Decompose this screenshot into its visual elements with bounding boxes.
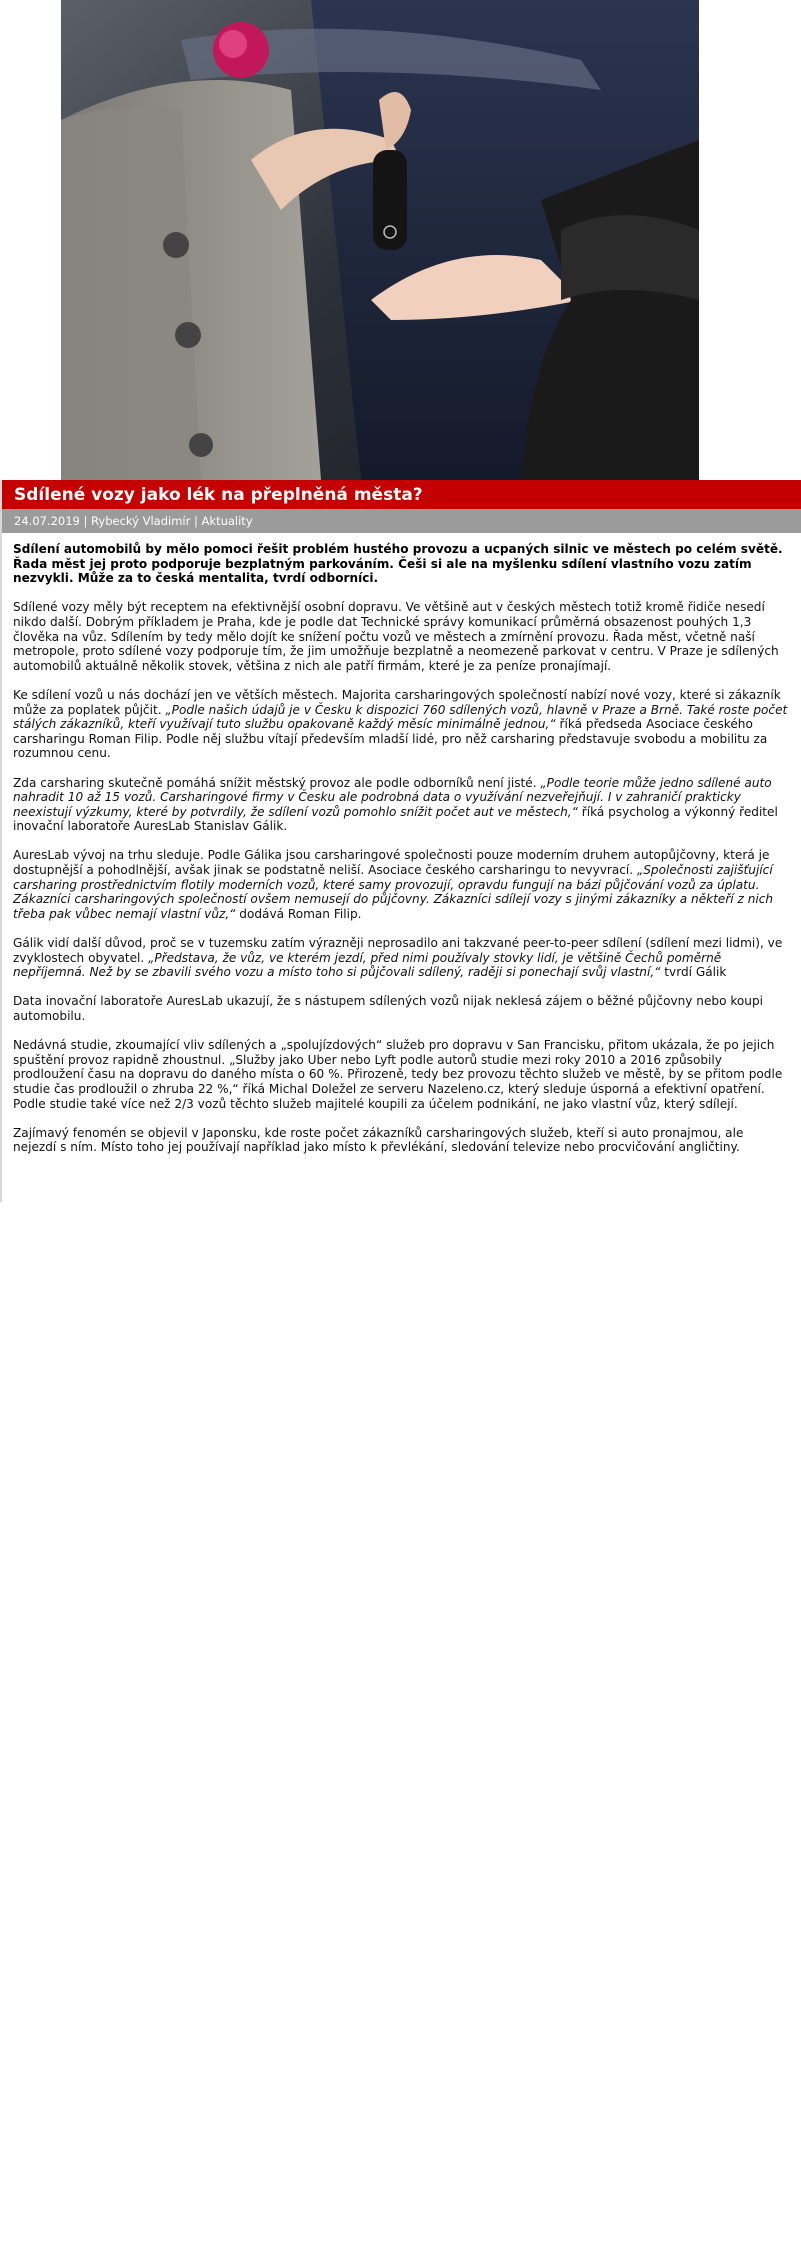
article-paragraphs xyxy=(13,600,789,1155)
paragraph-text: Zajímavý fenomén se objevil v Japonsku, kde roste počet zákazníků carsharingových služeb, kteří si auto pronajmou, ale nejezdí s ním. Místo toho jej používají například jako místo k převlékání, sledování televize nebo procvičování angličtiny. xyxy=(13,1125,744,1155)
paragraph-text: AuresLab vývoj na trhu sleduje. Podle Gálika jsou carsharingové společnosti pouze moderním druhem autopůjčovny, která je dostupnější a pohodlnější, avšak jinak se podstatně neliší. Asociace českého carsharingu to nevyvrací. xyxy=(13,848,770,878)
meta-separator: | xyxy=(79,514,92,528)
paragraph-text: tvrdí Gálik xyxy=(660,965,727,980)
article-lead: Sdílení automobilů by mělo pomoci řešit problém hustého provozu a ucpaných silnic ve městech po celém světě. Řada měst jej proto podporuje bezplatným parkováním. Češi si ale na myšlenku sdílení vlastního vozu zatím nezvykli. Může za to česká mentalita, tvrdí odborníci. xyxy=(13,542,783,586)
article-date: 24.07.2019 xyxy=(14,514,80,528)
article-paragraph xyxy=(13,848,789,921)
quote-text: „Podle našich údajů je v Česku k dispozici 760 sdílených vozů, hlavně v Praze a Brně. Také roste počet stálých zákazníků, kteří využívají tuto službu opakovaně každý měsíc minimálně jednou,“ xyxy=(13,702,788,732)
paragraph-text: říká předseda Asociace českého carsharingu Roman Filip. Podle něj službu vítají především mladší lidé, pro něž carsharing představuje svobodu a mobilitu za rozumnou cenu. xyxy=(13,717,768,761)
quote-text: „Představa, že vůz, ve kterém jezdí, před nimi používaly stovky lidí, je většině Čechů poměrně nepříjemná. Než by se zbavili svého vozu a místo toho si půjčovali sdílený, raději si ponechají svůj vlastní,“ xyxy=(13,950,722,980)
quote-text: „Podle teorie může jedno sdílené auto nahradit 10 až 15 vozů. Carsharingové firmy v Česku ale podrobná data o využívání nezveřejňují. I v zahraničí prakticky neexistují výzkumy, které by potvrdily, že sdílení vozů pomohlo snížit počet aut ve městech,“ xyxy=(13,775,772,819)
paragraph-text: říká psycholog a výkonný ředitel inovační laboratoře AuresLab Stanislav Gálik. xyxy=(13,804,778,834)
paragraph-text: Gálik vidí další důvod, proč se v tuzemsku zatím výrazněji neprosadilo ani takzvané peer-to-peer sdílení (sdílení mezi lidmi), ve zvyklostech obyvatel. xyxy=(13,936,783,965)
paragraph-text: Zda carsharing skutečně pomáhá snížit městský provoz ale podle odborníků není jisté. xyxy=(13,775,541,790)
article-title-bar xyxy=(2,480,801,509)
left-border-rule xyxy=(0,480,2,1202)
author-link[interactable]: Rybecký Vladimír xyxy=(91,514,191,528)
article-paragraph xyxy=(13,688,789,761)
quote-text: „Společnosti zajišťující carsharing prostřednictvím flotily moderních vozů, které samy provozují, opravdu fungují na bázi půjčování vozů za úplatu. Zákazníci carsharingových společností ovšem nemusejí do půjčovny. Zákazníci sdílejí vozy s jinými zákazníky a někteří z nich třeba pak vůbec nemají vlastní vůz,“ xyxy=(13,863,774,921)
article-paragraph xyxy=(13,994,789,1023)
paragraph-text: Sdílené vozy měly být receptem na efektivnější osobní dopravu. Ve většině aut v českých městech totiž kromě řidiče nesedí nikdo další. Dobrým příkladem je Praha, kde je podle dat Technické správy komunikací průměrná obsazenost pouhých 1,3 člověka na vůz. Sdílením by tedy mělo dojít ke snížení počtu vozů ve městech a zmírnění provozu. Řada měst, včetně naší metropole, proto sdílené vozy podporuje tím, že jim umožňuje bezplatně a neomezeně parkovat v centru. V Praze je sdílených automobilů aktuálně několik stovek, většina z nich ale patří firmám, které je za peníze pronajímají. xyxy=(13,600,779,673)
paragraph-text: Ke sdílení vozů u nás dochází jen ve větších městech. Majorita carsharingových společností nabízí nové vozy, které si zákazník může za poplatek půjčit. xyxy=(13,687,781,717)
category-link[interactable]: Aktuality xyxy=(201,514,253,528)
article-paragraph xyxy=(13,1038,789,1111)
article-body xyxy=(13,542,789,1170)
article-paragraph xyxy=(13,1126,789,1155)
article-meta-bar xyxy=(2,509,801,533)
paragraph-text: Data inovační laboratoře AuresLab ukazují, že s nástupem sdílených vozů nijak neklesá zájem o běžné půjčovny nebo koupi automobilu. xyxy=(13,994,763,1023)
article-paragraph xyxy=(13,600,789,673)
article-paragraph xyxy=(13,936,789,980)
meta-separator: | xyxy=(190,514,202,528)
article-paragraph xyxy=(13,776,789,834)
paragraph-text: Nedávná studie, zkoumající vliv sdílených a „spolujízdových“ služeb pro dopravu v San Francisku, přitom ukázala, že po jejich spuštění provoz rapidně zhoustnul. „Služby jako Uber nebo Lyft podle autorů studie mezi roky 2010 a 2016 způsobily prodloužení času na dopravu do daného místa o 60 %. Přirozeně, tedy bez provozu těchto služeb ve městě, by se přitom podle studie čas prodloužil o zhruba 22 %,“ říká Michal Doležel ze serveru Nazeleno.cz, který sleduje úsporná a efektivní opatření. Podle studie také více než 2/3 vozů těchto služeb majitelé koupili za účelem podnikání, ne jako vlastní vůz, který sdílejí. xyxy=(13,1038,783,1111)
article-title: Sdílené vozy jako lék na přeplněná města? xyxy=(14,485,423,505)
paragraph-text: dodává Roman Filip. xyxy=(235,906,362,921)
hero-image xyxy=(61,0,699,480)
car-key-handover-photo xyxy=(61,0,699,480)
